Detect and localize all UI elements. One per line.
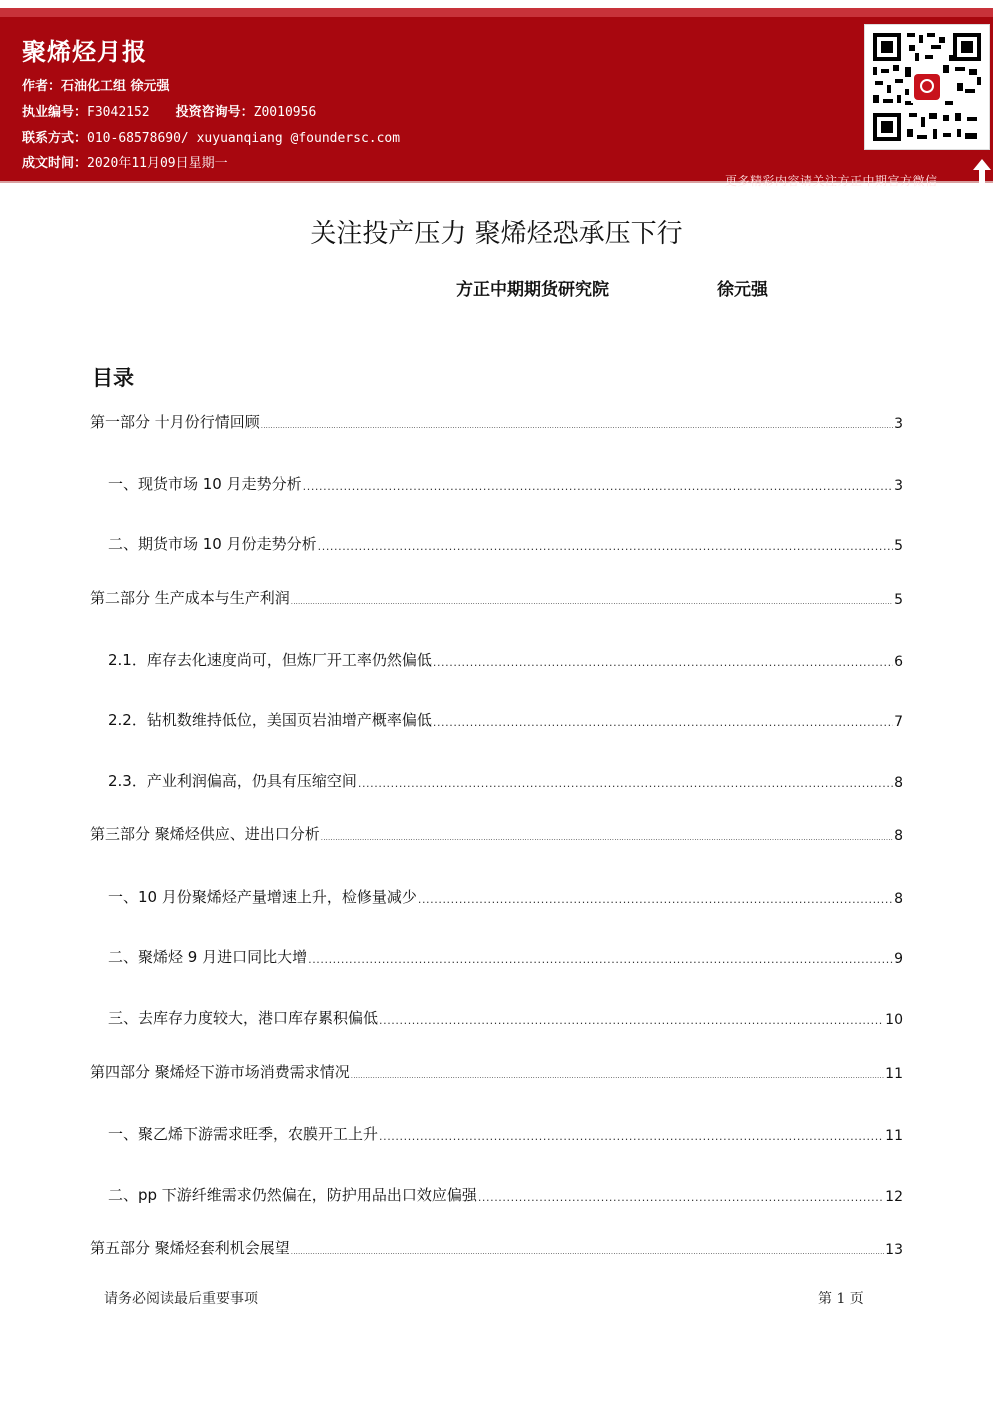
toc-leader	[291, 596, 893, 608]
toc-entry[interactable]	[108, 770, 903, 791]
consult-value: Z0010956	[253, 105, 317, 120]
toc-entry-page: 5	[894, 592, 903, 608]
toc-entry-title: 三、去库存力度较大，港口库存累积偏低	[108, 1009, 379, 1027]
toc-entry[interactable]	[108, 533, 903, 554]
author-line	[22, 75, 170, 94]
consult-label: 投资咨询号：	[175, 105, 254, 120]
toc-entry[interactable]	[108, 473, 903, 494]
toc-entry-page: 7	[894, 714, 903, 730]
toc-entry[interactable]	[108, 886, 903, 907]
toc-entry-title: 第一部分 十月份行情回顾	[90, 413, 260, 431]
toc-entry[interactable]	[108, 649, 903, 670]
toc-entry-page: 3	[894, 478, 903, 494]
contact-label: 联系方式：	[22, 131, 88, 146]
license-label: 执业编号：	[22, 105, 88, 120]
wechat-note: 更多精彩内容请关注方正中期官方微信	[725, 174, 938, 188]
toc-entry[interactable]	[108, 1123, 903, 1144]
toc-entry-title: 一、现货市场 10 月走势分析	[108, 475, 302, 493]
toc-entry-page: 13	[885, 1242, 903, 1258]
toc-entry[interactable]	[108, 709, 903, 730]
report-header-band	[0, 8, 993, 188]
toc-entry-title: 第二部分 生产成本与生产利润	[90, 589, 290, 607]
author-label: 作者：	[22, 79, 62, 94]
toc-heading: 目录	[92, 366, 134, 390]
toc-leader	[351, 1070, 884, 1082]
toc-leader	[303, 479, 893, 494]
toc-leader	[358, 776, 893, 791]
toc-entry-page: 11	[885, 1066, 903, 1082]
arrow-up-icon	[972, 158, 992, 186]
toc-entry[interactable]	[90, 823, 903, 844]
qr-code-icon	[864, 24, 990, 150]
toc-entry-page: 11	[885, 1128, 903, 1144]
toc-leader	[261, 420, 893, 432]
toc-leader	[318, 539, 893, 554]
document-title: 关注投产压力 聚烯烃恐承压下行	[310, 219, 683, 249]
toc-leader	[321, 832, 893, 844]
toc-leader	[478, 1190, 884, 1205]
license-value: F3042152	[87, 105, 150, 120]
toc-entry-title: 二、聚烯烃 9 月进口同比大增	[108, 948, 308, 966]
toc-leader	[433, 655, 893, 670]
toc-entry-title: 2.2．钻机数维持低位，美国页岩油增产概率偏低	[108, 711, 432, 729]
toc-entry[interactable]	[90, 411, 903, 432]
toc-entry-page: 10	[885, 1012, 903, 1028]
toc-entry-page: 12	[885, 1189, 903, 1205]
toc-entry[interactable]	[90, 1061, 903, 1082]
toc-entry[interactable]	[90, 587, 903, 608]
toc-entry-title: 一、聚乙烯下游需求旺季，农膜开工上升	[108, 1125, 379, 1143]
toc-entry-title: 2.3．产业利润偏高，仍具有压缩空间	[108, 772, 357, 790]
toc-leader	[433, 715, 893, 730]
author-value: 石油化工组 徐元强	[61, 79, 170, 94]
toc-entry-title: 第三部分 聚烯烃供应、进出口分析	[90, 825, 320, 843]
toc-leader	[291, 1246, 884, 1258]
toc-leader	[418, 892, 893, 907]
toc-entry-page: 8	[894, 775, 903, 791]
contact-line	[22, 127, 400, 146]
toc-leader	[379, 1013, 884, 1028]
toc-entry-page: 8	[894, 828, 903, 844]
toc-leader	[308, 952, 893, 967]
toc-entry-title: 二、期货市场 10 月份走势分析	[108, 535, 317, 553]
toc-entry[interactable]	[108, 1184, 903, 1205]
toc-entry-title: 第五部分 聚烯烃套利机会展望	[90, 1239, 290, 1257]
toc-entry[interactable]	[108, 1007, 903, 1028]
toc-entry-page: 3	[894, 416, 903, 432]
date-label: 成文时间：	[22, 156, 88, 171]
toc-entry-page: 6	[894, 654, 903, 670]
author-name: 徐元强	[717, 280, 768, 300]
toc-entry-page: 5	[894, 538, 903, 554]
license-line	[22, 101, 316, 120]
toc-leader	[379, 1129, 884, 1144]
toc-entry-title: 2.1．库存去化速度尚可，但炼厂开工率仍然偏低	[108, 651, 432, 669]
date-value: 2020年11月09日星期一	[87, 156, 228, 171]
footer-notice: 请务必阅读最后重要事项	[104, 1291, 258, 1307]
footer-page-number: 第 1 页	[818, 1291, 864, 1307]
date-line	[22, 152, 228, 171]
contact-value: 010-68578690/ xuyuanqiang @foundersc.com	[87, 131, 401, 146]
institute-name: 方正中期期货研究院	[456, 280, 609, 300]
toc-entry-title: 二、pp 下游纤维需求仍然偏在，防护用品出口效应偏强	[108, 1186, 477, 1204]
toc-entry-page: 9	[894, 951, 903, 967]
toc-entry-title: 第四部分 聚烯烃下游市场消费需求情况	[90, 1063, 350, 1081]
toc-entry-title: 一、10 月份聚烯烃产量增速上升，检修量减少	[108, 888, 417, 906]
toc-entry[interactable]	[108, 946, 903, 967]
report-name: 聚烯烃月报	[22, 38, 147, 66]
toc-entry-page: 8	[894, 891, 903, 907]
toc-entry[interactable]	[90, 1237, 903, 1258]
